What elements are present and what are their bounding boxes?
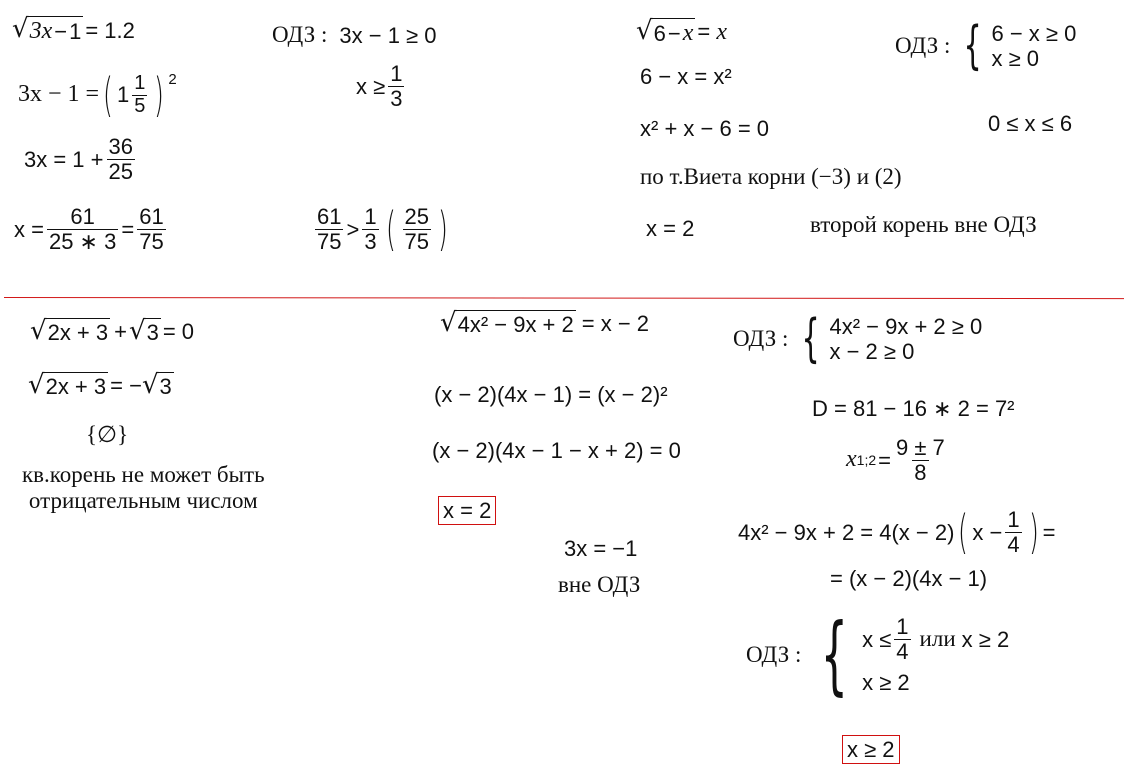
problem2-equation xyxy=(636,18,727,48)
problem4-step1 xyxy=(434,382,668,407)
odz2-rhs: x ≥ 2 xyxy=(961,626,1010,652)
final-boxed-answer: x ≥ 2 xyxy=(842,735,900,764)
step2: x² + x − 6 = 0 xyxy=(640,116,770,141)
odz-line1: 4x² − 9x + 2 ≥ 0 xyxy=(829,313,983,339)
alt-note: вне ОДЗ xyxy=(558,572,641,597)
odz-system xyxy=(991,21,1076,72)
fraction xyxy=(894,436,947,485)
fraction xyxy=(47,205,118,254)
problem2-answer xyxy=(646,216,694,241)
discriminant: D = 81 − 16 ∗ 2 = 7² xyxy=(812,396,1015,421)
sqrt-radical: √ 2x + 3 xyxy=(30,316,109,346)
fraction-denominator: 4 xyxy=(896,638,909,664)
fraction xyxy=(362,205,378,254)
left-paren: ( xyxy=(103,68,113,122)
odz-label: ОДЗ : xyxy=(895,32,951,58)
problem3-equation: √ 2x + 3 + √ 3 = 0 xyxy=(30,316,195,346)
problem2-step2 xyxy=(640,116,769,141)
problem4-roots xyxy=(846,436,950,485)
note-line2: отрицательным числом xyxy=(28,488,258,514)
left-paren: ( xyxy=(385,202,396,257)
fraction-numerator: 61 xyxy=(70,204,95,229)
fraction-numerator: 61 xyxy=(139,204,164,229)
fraction-numerator: 1 xyxy=(134,71,146,94)
sqrt-radical: √ 3 xyxy=(141,370,172,400)
problem1-eq-rhs: = 1.2 xyxy=(85,18,135,44)
fraction xyxy=(315,205,343,254)
factor-x: x − xyxy=(972,519,1003,545)
problem4-final xyxy=(842,735,900,764)
fraction-numerator: 25 xyxy=(404,204,430,229)
alt-root: 3x = −1 xyxy=(564,536,638,561)
problem4-alt-root xyxy=(564,536,637,561)
left-brace: { xyxy=(963,16,983,76)
roots-lhs: x xyxy=(846,446,857,473)
fraction-numerator: 9 ± 7 xyxy=(895,435,945,460)
fraction-denominator: 5 xyxy=(134,94,146,117)
fraction-denominator: 25 ∗ 3 xyxy=(48,228,117,254)
right-paren: ) xyxy=(154,68,165,122)
fraction xyxy=(403,205,431,254)
fraction-numerator: 36 xyxy=(108,134,133,159)
exponent: 2 xyxy=(168,71,177,89)
problem1-odz-result xyxy=(356,62,407,111)
step2: (x − 2)(4x − 1 − x + 2) = 0 xyxy=(432,438,681,463)
fraction-result xyxy=(137,205,165,254)
fraction-numerator: 1 xyxy=(896,614,909,640)
left-brace: { xyxy=(801,309,821,369)
fraction xyxy=(107,135,135,184)
odz-line2: x ≥ 0 xyxy=(991,46,1040,71)
fraction-denominator: 75 xyxy=(139,228,164,254)
odz2-lhs: x ≤ xyxy=(862,626,892,652)
problem4-odz2 xyxy=(746,605,1010,705)
problem1-step3 xyxy=(14,205,169,254)
sqrt-radical: √ 4x² − 9x + 2 xyxy=(440,308,574,338)
odz-system xyxy=(862,615,1009,695)
factor-lhs: 4x² − 9x + 2 = 4(x − 2) xyxy=(738,519,955,545)
fraction-denominator: 4 xyxy=(1007,531,1020,557)
problem2-note xyxy=(810,212,1037,238)
sqrt-radical: √ 2x + 3 xyxy=(28,370,107,400)
problem4-step2 xyxy=(432,438,681,463)
roots-subscript: 1;2 xyxy=(856,452,877,469)
sqrt-radical: √ 3x − 1 xyxy=(12,14,82,45)
factor-tail: = xyxy=(1042,519,1056,545)
answer: x = 2 xyxy=(646,216,695,241)
problem2-step1 xyxy=(640,64,732,89)
or-word: или xyxy=(919,626,956,652)
fraction-numerator: 1 xyxy=(390,61,403,86)
fraction-numerator: 61 xyxy=(317,204,342,229)
fraction-denominator: 3 xyxy=(390,85,403,111)
fraction xyxy=(132,73,147,117)
fraction-denominator: 3 xyxy=(364,228,377,254)
odz-inequality: 3x − 1 ≥ 0 xyxy=(339,22,437,48)
odz-system xyxy=(829,314,982,365)
problem4-answer xyxy=(438,496,496,525)
odz-line1: 6 − x ≥ 0 xyxy=(991,20,1077,46)
note-line1: кв.корень не может быть xyxy=(22,462,265,487)
greater-sign: > xyxy=(346,216,360,242)
empty-set: {∅} xyxy=(86,422,129,447)
left-brace: { xyxy=(821,605,849,705)
problem2-vieta xyxy=(640,164,902,190)
eq-tail: = 0 xyxy=(162,319,195,344)
eq-rhs: = x − 2 xyxy=(581,311,650,336)
equals-sign: = xyxy=(121,216,135,242)
odz-line2: x − 2 ≥ 0 xyxy=(829,339,915,364)
right-paren: ) xyxy=(1028,505,1039,560)
problem2-odz xyxy=(895,16,1077,76)
fraction-numerator: 1 xyxy=(1007,507,1020,532)
fraction xyxy=(894,615,910,664)
step1-mid: = − xyxy=(110,373,142,398)
problem2-odz-range xyxy=(988,111,1072,136)
fraction xyxy=(1005,508,1021,557)
problem1-odz xyxy=(272,22,436,48)
sqrt-radical: √ 3 xyxy=(128,316,159,346)
odz-label: ОДЗ : xyxy=(746,641,802,667)
equals-sign: = xyxy=(878,447,891,473)
vieta-note: по т.Виета корни (−3) и (2) xyxy=(640,164,902,189)
step1: (x − 2)(4x − 1) = (x − 2)² xyxy=(434,382,668,407)
fraction-denominator: 75 xyxy=(404,228,430,254)
fraction xyxy=(388,62,404,111)
problem4-discriminant xyxy=(812,396,1015,421)
problem4-factor-line2 xyxy=(830,566,987,591)
problem4-factor xyxy=(738,505,1056,560)
sqrt-radical: √ 6 − x xyxy=(636,16,694,47)
problem1-equation xyxy=(12,16,135,46)
left-paren: ( xyxy=(958,505,969,560)
mixed-whole: 1 xyxy=(117,82,130,108)
problem2-eq-rhs: = x xyxy=(697,19,727,45)
odz2-line1 xyxy=(862,615,1009,664)
problem3-empty-set xyxy=(86,422,128,448)
odz-range: 0 ≤ x ≤ 6 xyxy=(988,111,1073,136)
problem3-step1 xyxy=(28,372,176,399)
fraction-numerator: 1 xyxy=(364,204,377,229)
problem4-equation xyxy=(440,310,649,337)
right-paren: ) xyxy=(438,202,448,257)
fraction-denominator: 8 xyxy=(914,459,927,485)
odz-label: ОДЗ : xyxy=(272,22,328,47)
step3-lhs: x = xyxy=(14,216,44,242)
problem1-comparison xyxy=(312,202,452,257)
step1-lhs: 3x − 1 = xyxy=(18,81,100,108)
root-outside-note: второй корень вне ОДЗ xyxy=(810,212,1037,237)
step2-lhs: 3x = 1 + xyxy=(24,146,104,172)
odz2-line2: x ≥ 2 xyxy=(862,669,910,695)
boxed-answer: x = 2 xyxy=(438,496,496,525)
problem4-alt-note xyxy=(558,572,640,598)
section-divider xyxy=(4,297,1124,299)
odz-result-lhs: x ≥ xyxy=(356,73,386,99)
fraction-denominator: 25 xyxy=(108,158,133,184)
step1: 6 − x = x² xyxy=(640,64,732,89)
problem1-step1 xyxy=(18,68,177,122)
odz-label: ОДЗ : xyxy=(733,325,789,351)
problem3-note xyxy=(22,462,265,515)
factor-line2: = (x − 2)(4x − 1) xyxy=(830,566,988,591)
fraction-denominator: 75 xyxy=(317,228,342,254)
problem4-odz xyxy=(733,309,983,369)
problem1-step2 xyxy=(24,135,138,184)
